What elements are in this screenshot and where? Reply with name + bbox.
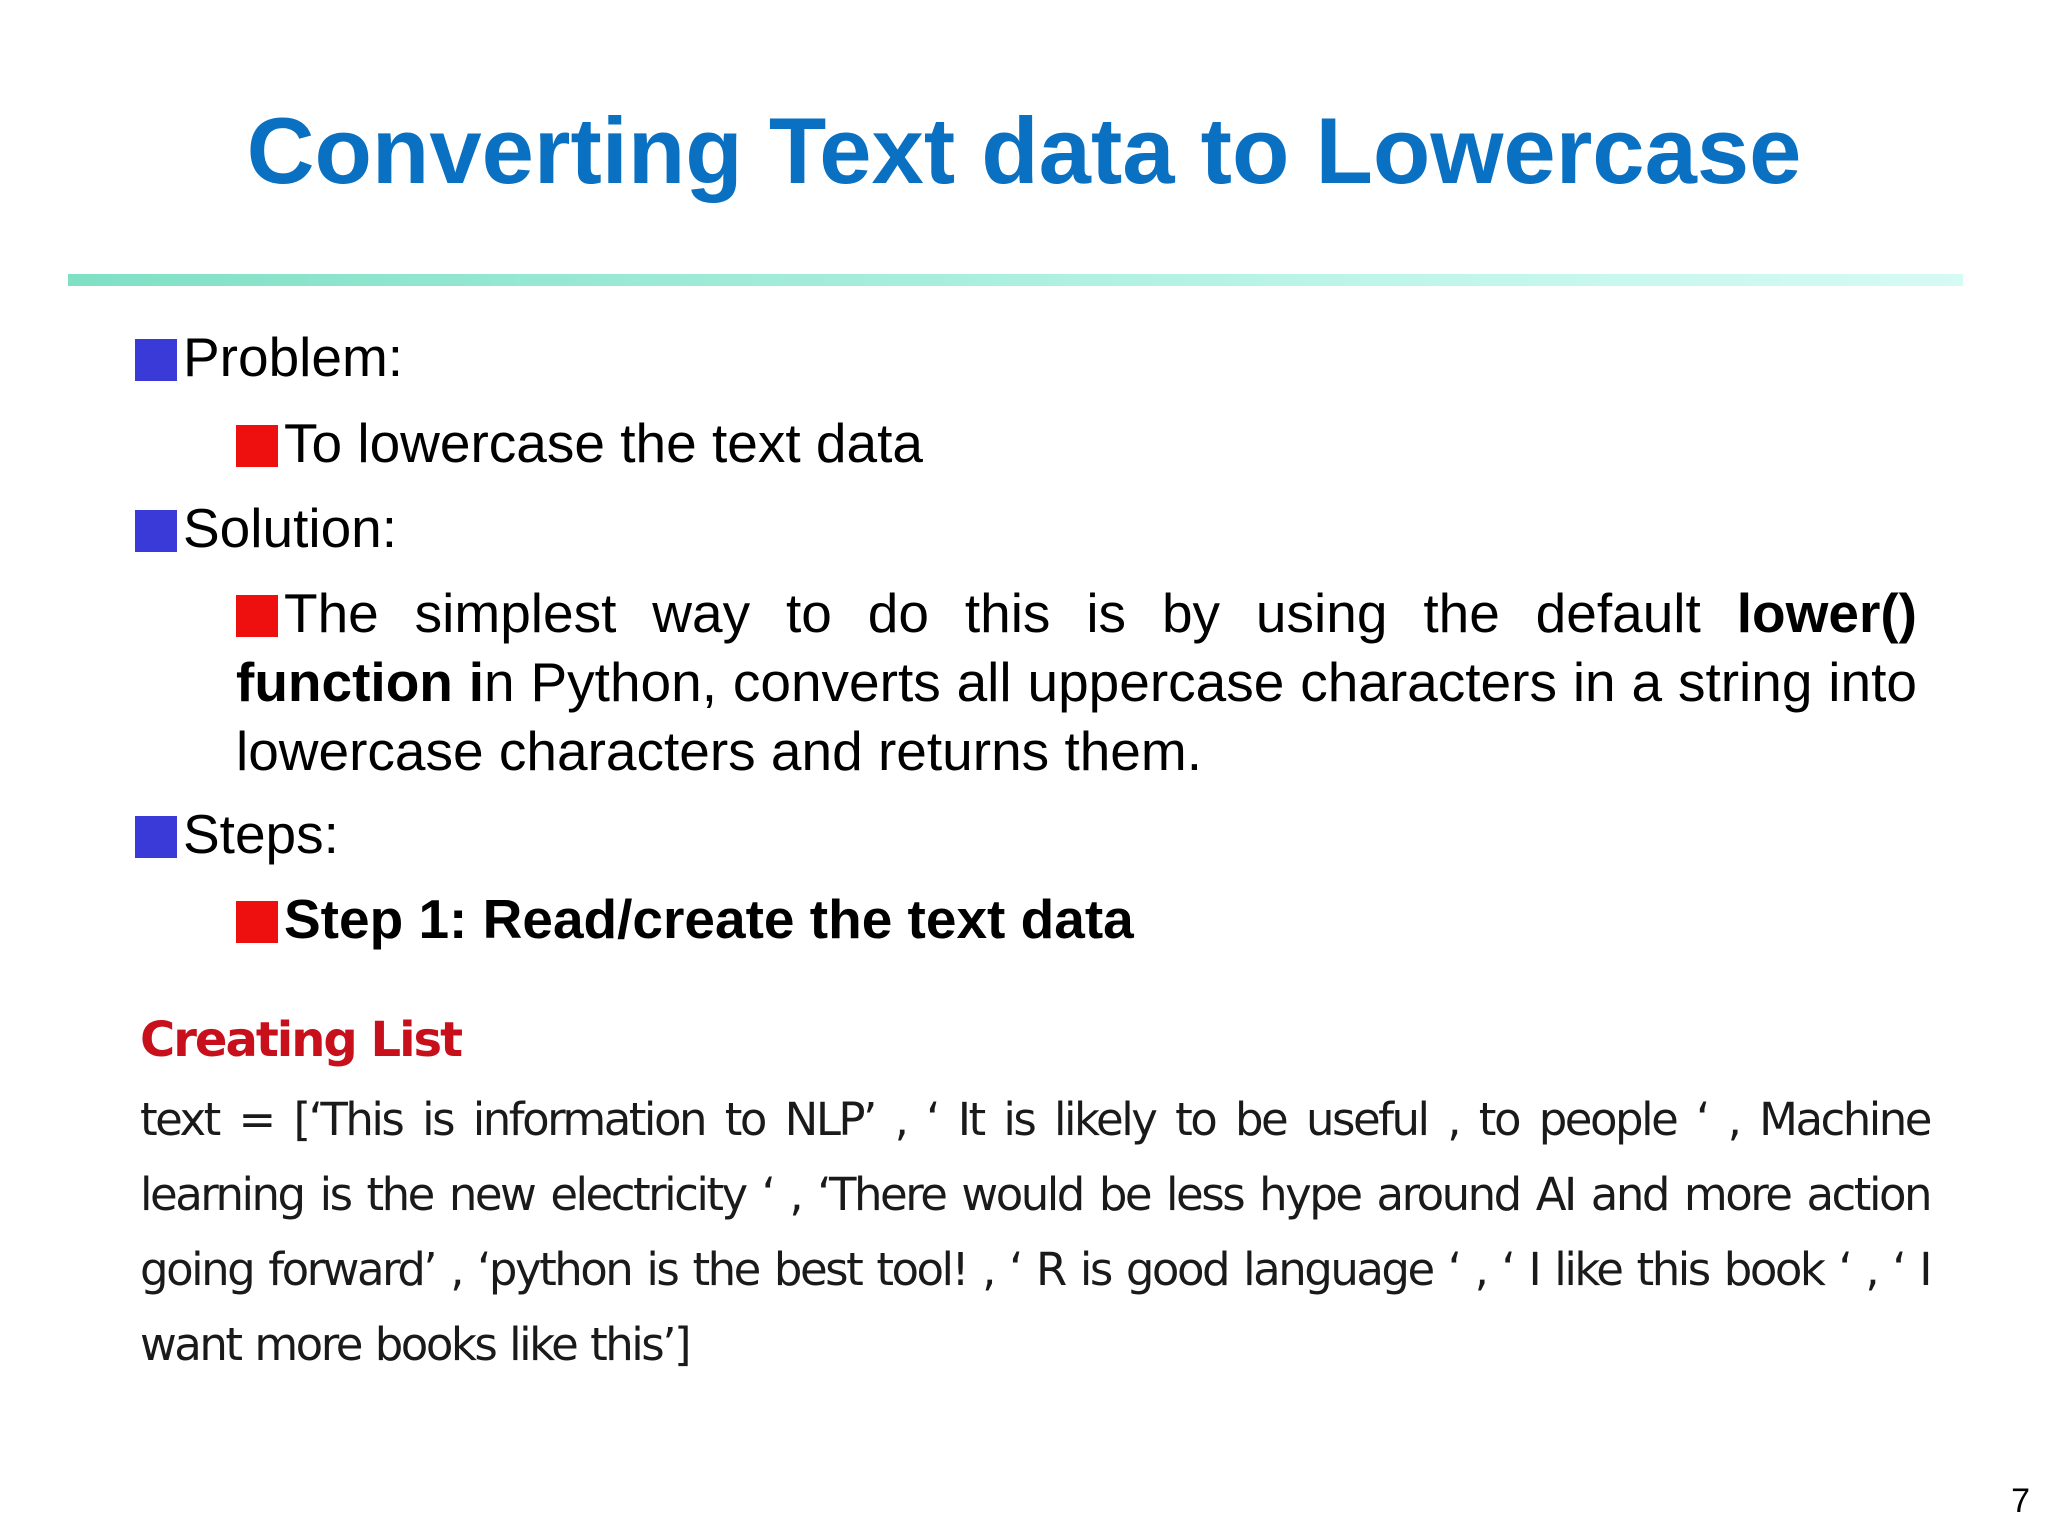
- page-number: 7: [2011, 1482, 2030, 1520]
- bullet-solution-detail: [236, 579, 1917, 786]
- slide-title: Converting Text data to Lowercase: [246, 98, 1802, 203]
- blue-square-bullet-icon: [135, 339, 177, 381]
- problem-detail-text: To lowercase the text data: [284, 412, 923, 474]
- solution-detail-suffix: n Python, converts all uppercase characters in a string into lowercase characters and returns them.: [236, 651, 1917, 782]
- solution-label: Solution:: [183, 497, 398, 559]
- bullet-step-1: [236, 885, 1134, 954]
- red-square-bullet-icon: [236, 425, 278, 467]
- blue-square-bullet-icon: [135, 816, 177, 858]
- code-snippet-heading: Creating List: [140, 1012, 462, 1068]
- bullet-solution: [135, 494, 397, 563]
- code-snippet-body: text = [‘This is information to NLP’ , ‘ It is likely to be useful , to people ‘ , Machine learning is the new electricity ‘ , ‘There would be less hype around AI and more action going forward’ , ‘python is the best tool! , ‘ R is good language ‘ , ‘ I like this book ‘ , ‘ I want more books like this’]: [140, 1093, 1930, 1371]
- solution-detail-bold: lower() function i: [236, 582, 1917, 713]
- title-divider: [68, 274, 1963, 286]
- red-square-bullet-icon: [236, 901, 278, 943]
- bullet-steps: [135, 800, 339, 869]
- bullet-problem: [135, 323, 403, 392]
- bullet-problem-detail: [236, 409, 923, 478]
- steps-label: Steps:: [183, 803, 339, 865]
- blue-square-bullet-icon: [135, 510, 177, 552]
- red-square-bullet-icon: [236, 595, 278, 637]
- solution-detail-prefix: The simplest way to do this is by using the default: [284, 582, 1737, 644]
- problem-label: Problem:: [183, 326, 404, 388]
- step-1-text: Step 1: Read/create the text data: [284, 888, 1134, 950]
